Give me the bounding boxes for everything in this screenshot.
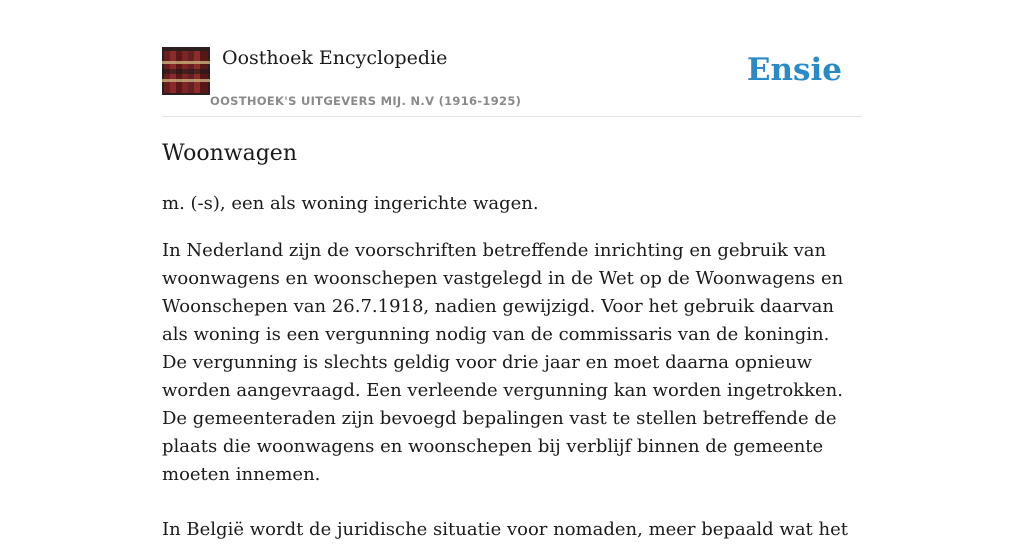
site-header xyxy=(162,46,862,117)
article-paragraph: In België wordt de juridische situatie voor nomaden, meer bepaald wat het xyxy=(162,519,848,540)
publisher-label: OOSTHOEK'S UITGEVERS MIJ. N.V (1916-1925) xyxy=(210,94,522,108)
ensie-brand-logo[interactable]: Ensie xyxy=(746,52,842,88)
article-body xyxy=(162,138,862,544)
publication-title[interactable]: Oosthoek Encyclopedie xyxy=(222,47,448,69)
article-headword: Woonwagen xyxy=(162,141,297,166)
encyclopedia-books-icon[interactable] xyxy=(162,47,210,95)
article-paragraph: In Nederland zijn de voorschriften betreffende inrichting en gebruik van woonwagens en woonschepen vastgelegd in de Wet op de Woonwagens en Woonschepen van 26.7.1918, nadien gewijzigd. Voor het gebruik daarvan als woning is een vergunning nodig van de commissaris van de koningin. De vergunning is slechts geldig voor drie jaar en moet daarna opnieuw worden aangevraagd. Een verleende vergunning kan worden ingetrokken. De gemeenteraden zijn bevoegd bepalingen vast te stellen betreffende de plaats die woonwagens en woonschepen bij verblijf binnen de gemeente moeten innemen. xyxy=(162,240,844,485)
article-definition: m. (-s), een als woning ingerichte wagen. xyxy=(162,193,539,214)
